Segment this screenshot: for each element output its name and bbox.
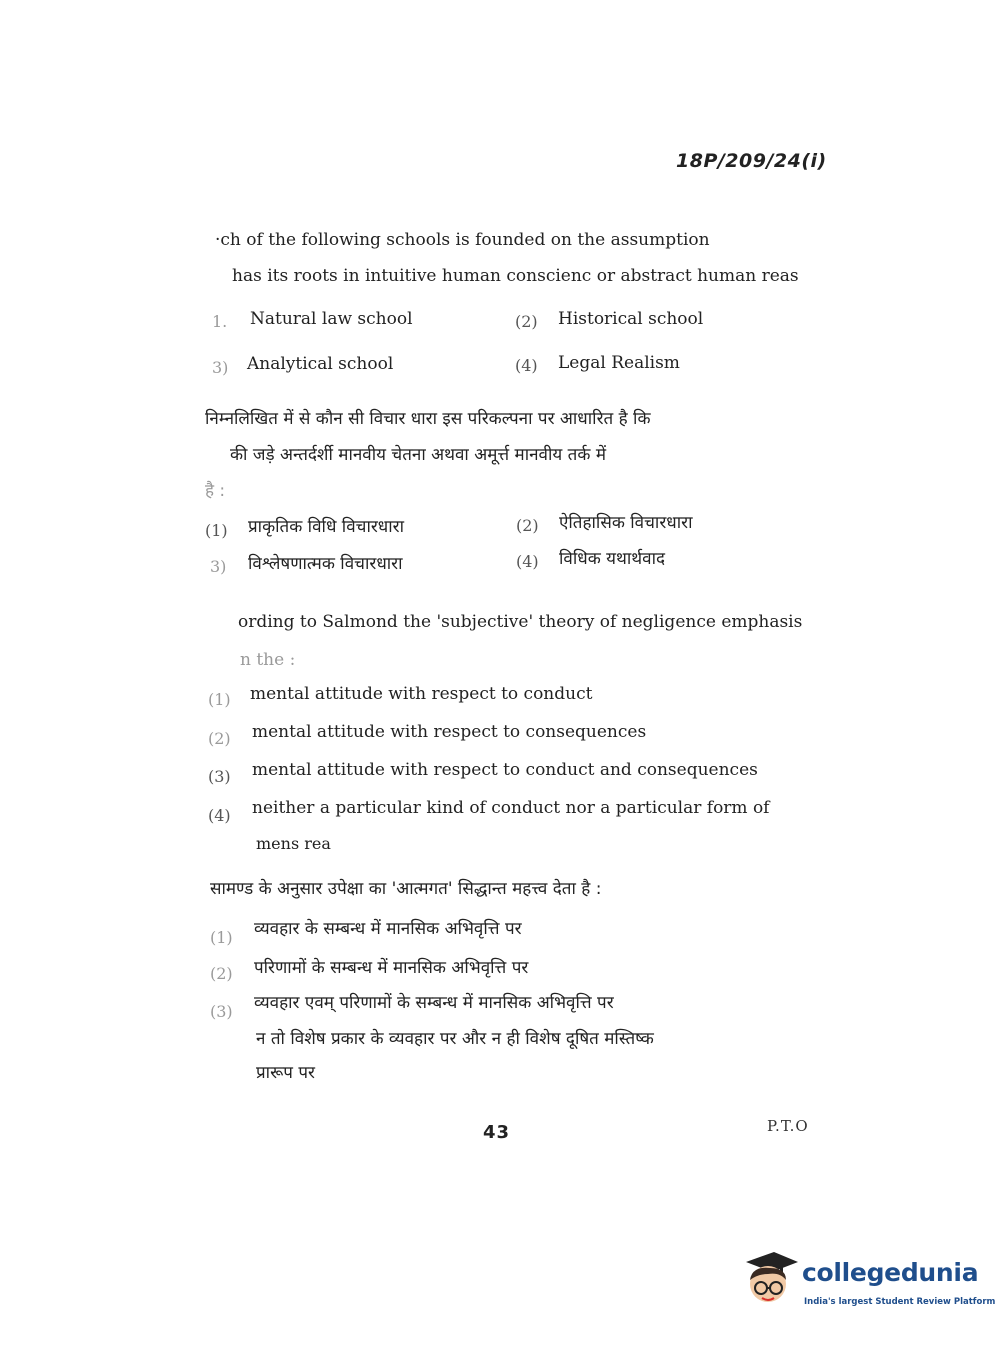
q2-hi-line-1: सामण्ड के अनुसार उपेक्षा का 'आत्मगत' सिद्धान्त महत्त्व देता है :	[210, 879, 602, 899]
collegedunia-logo[interactable]	[740, 1248, 996, 1318]
q1-hi-option-4-number: (4)	[516, 552, 539, 571]
q1-en-option-2-text: Historical school	[558, 309, 704, 329]
q2-hi-option-3-number: (3)	[210, 1002, 233, 1021]
paper-code: 18P/209/24(i)	[676, 150, 827, 172]
q2-en-option-4-number: (4)	[208, 806, 231, 825]
q2-hi-option-4-continued: प्रारूप पर	[256, 1063, 315, 1083]
q2-en-option-4-continued: mens rea	[256, 834, 331, 853]
logo-tagline: India's largest Student Review Platform	[804, 1297, 996, 1307]
q1-hi-line-1: निम्नलिखित में से कौन सी विचार धारा इस परिकल्पना पर आधारित है कि	[205, 409, 651, 429]
q1-hi-option-2-number: (2)	[516, 516, 539, 535]
q2-en-option-2-number: (2)	[208, 729, 231, 748]
q1-en-option-3-number: 3)	[212, 358, 229, 377]
q1-en-option-1-text: Natural law school	[250, 309, 413, 329]
q1-hi-line-2: की जड़े अन्तर्दर्शी मानवीय चेतना अथवा अमूर्त्त मानवीय तर्क में	[230, 445, 606, 465]
q2-hi-option-2-text: परिणामों के सम्बन्ध में मानसिक अभिवृत्ति पर	[254, 958, 529, 978]
q1-hi-option-1-text: प्राकृतिक विधि विचारधारा	[248, 517, 405, 537]
q1-hi-line-3: है :	[205, 481, 226, 501]
q1-en-line-1: ·ch of the following schools is founded on the assumption	[215, 230, 710, 250]
q1-en-option-1-number: 1.	[212, 312, 228, 331]
pto-label: P.T.O	[767, 1117, 809, 1135]
mascot-icon	[740, 1248, 800, 1312]
q1-en-option-2-number: (2)	[515, 312, 538, 331]
q2-en-option-2-text: mental attitude with respect to consequences	[252, 722, 647, 742]
q1-en-line-2: has its roots in intuitive human conscienc or abstract human reas	[232, 266, 799, 286]
q1-hi-option-1-number: (1)	[205, 521, 228, 540]
q2-en-line-1: ording to Salmond the 'subjective' theory of negligence emphasis	[238, 612, 803, 632]
q1-hi-option-2-text: ऐतिहासिक विचारधारा	[559, 513, 693, 533]
q1-hi-option-3-number: 3)	[210, 557, 227, 576]
q2-hi-option-1-number: (1)	[210, 928, 233, 947]
logo-name: collegedunia	[802, 1258, 979, 1287]
q2-en-option-4-text: neither a particular kind of conduct nor a particular form of	[252, 798, 770, 818]
q2-hi-option-2-number: (2)	[210, 964, 233, 983]
q2-en-option-1-number: (1)	[208, 690, 231, 709]
q2-hi-option-1-text: व्यवहार के सम्बन्ध में मानसिक अभिवृत्ति पर	[254, 919, 522, 939]
q1-hi-option-3-text: विश्लेषणात्मक विचारधारा	[248, 554, 403, 574]
q2-en-line-2: n the :	[240, 650, 296, 670]
page-number: 43	[483, 1122, 511, 1143]
q2-en-option-1-text: mental attitude with respect to conduct	[250, 684, 593, 704]
q2-hi-option-4-text: न तो विशेष प्रकार के व्यवहार पर और न ही विशेष दूषित मस्तिष्क	[256, 1029, 654, 1049]
q1-en-option-4-number: (4)	[515, 356, 538, 375]
q2-en-option-3-number: (3)	[208, 767, 231, 786]
q1-en-option-3-text: Analytical school	[247, 354, 394, 374]
q1-hi-option-4-text: विधिक यथार्थवाद	[559, 549, 666, 569]
q2-hi-option-3-text: व्यवहार एवम् परिणामों के सम्बन्ध में मानसिक अभिवृत्ति पर	[254, 993, 614, 1013]
q2-en-option-3-text: mental attitude with respect to conduct and consequences	[252, 760, 758, 780]
q1-en-option-4-text: Legal Realism	[558, 353, 680, 373]
